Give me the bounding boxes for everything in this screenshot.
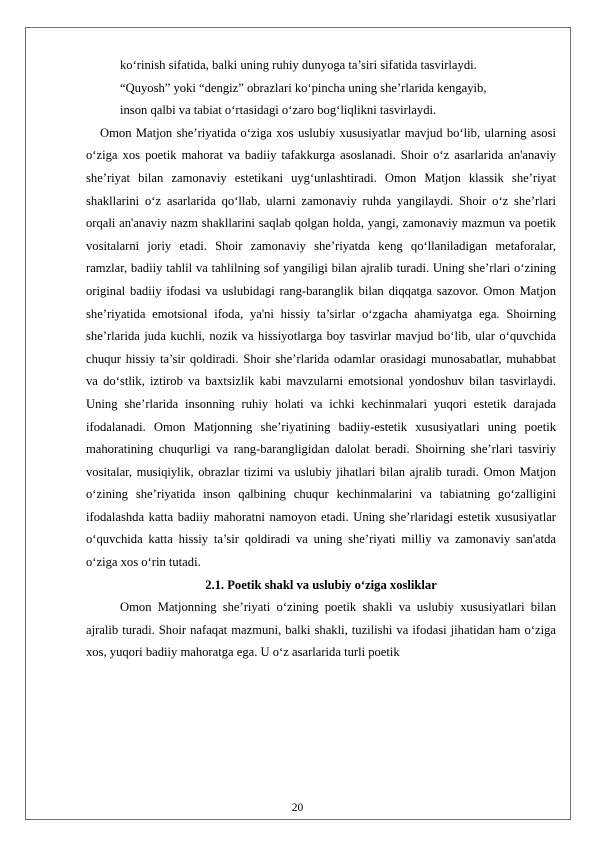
text-line-1: ko‘rinish sifatida, balki uning ruhiy dunyoga ta’siri sifatida tasvirlaydi. xyxy=(120,58,477,72)
page-number: 20 xyxy=(291,802,304,814)
text-line-2: “Quyosh” yoki “dengiz” obrazlari ko‘pincha uning she’rlarida kengayib, xyxy=(120,80,487,95)
paragraph-2: Omon Matjonning she’riyati o‘zining poetik shakli va uslubiy xususiyatlari bilan ajralib turadi. Shoir nafaqat mazmuni, balki shakli, tuzilishi va ifodasi jihatidan ham o‘ziga xos, yuqori badiiy mahoratga ega. U o‘z asarlarida turli poetik xyxy=(86,600,556,660)
paragraph-1: Omon Matjon she’riyatida o‘ziga xos uslubiy xususiyatlar mavjud bo‘lib, ularning asosi o‘ziga xos poetik mahorat va badiiy tafakkurga asoslanadi. Shoir o‘z asarlarida an'anaviy she’riyat bilan zamonaviy estetikani uyg‘unlashtiradi. Omon Matjon klassik she’riyat shakllarini o‘z asarlarida qo‘llab, ularni zamonaviy ruhda yangilaydi. Shoir o‘z she’rlari orqali an'anaviy nazm shakllarini saqlab qolgan holda, yangi, zamonaviy mazmun va poetik vositalarni joriy etadi. Shoir zamonaviy she’riyatda keng qo‘llaniladigan metaforalar, ramzlar, badiiy tahlil va tahlilning sof yangiligi bilan ajralib turadi. Uning she’rlari o‘zining original badiiy ifodasi va uslubidagi rang-baranglik bilan diqqatga sazovor. Omon Matjon she’riyatida emotsional ifoda, ya'ni hissiy ta’sirlar o‘zgacha ahamiyatga ega. Shoirning she’rlarida juda kuchli, nozik va hissiyotlarga boy tasvirlar mavjud bo‘lib, ular o‘quvchida chuqur hissiy ta’sir qoldiradi. Shoir she’rlarida odamlar orasidagi munosabatlar, muhabbat va do‘stlik, iztirob va baxtsizlik kabi mavzularni emotsional yondoshuv bilan tasvirlaydi. Uning she’rlarida insonning ruhiy holati va ichki kechinmalari yuqori estetik darajada ifodalanadi. Omon Matjonning she’riyatining badiiy-estetik xususiyatlari uning poetik mahoratining chuqurligi va rang-barangligidan dalolat beradi. Shoirning she’rlari tasviriy vositalar, musiqiylik, obrazlar tizimi va uslubiy jihatlari bilan ajralib turadi. Omon Matjon o‘zining she’riyatida inson qalbining chuqur kechinmalarini va tabiatning go‘zalligini ifodalashda katta badiiy mahoratni namoyon etadi. Uning she’rlaridagi estetik xususiyatlar o‘quvchida katta hissiy ta’sir qoldiradi va uning she’riyati milliy va zamonaviy san'atda o‘ziga xos o‘rin tutadi. xyxy=(86,125,556,570)
document-body xyxy=(86,54,556,664)
text-line-3: inson qalbi va tabiat o‘rtasidagi o‘zaro bog‘liqlikni tasvirlaydi. xyxy=(120,103,437,118)
section-heading: 2.1. Poetik shakl va uslubiy o‘ziga xosliklar xyxy=(205,577,437,592)
